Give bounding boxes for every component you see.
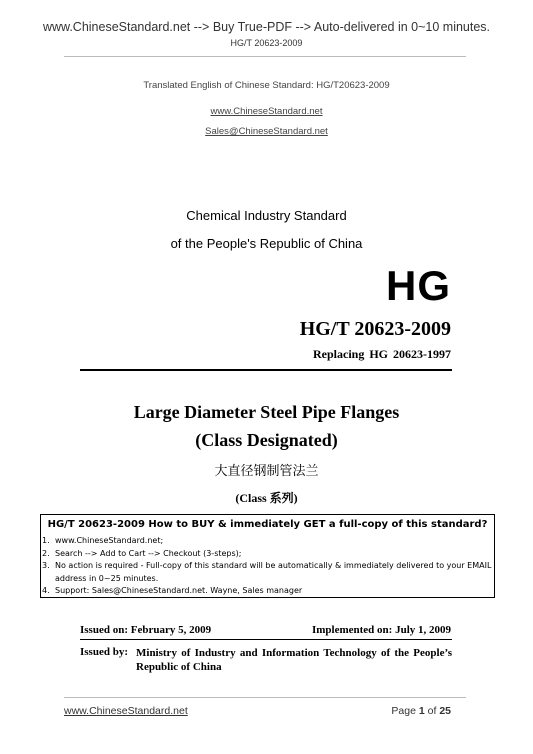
website-link[interactable]: www.ChineseStandard.net (210, 106, 323, 117)
list-item (41, 548, 495, 561)
issued-by-label: Issued by: (80, 646, 128, 658)
translation-note: Translated English of Chinese Standard: HG/T20623-2009 (143, 80, 390, 91)
document-subtitle: (Class Designated) (195, 430, 338, 450)
page-prefix: Page (391, 705, 419, 717)
email-link[interactable]: Sales@ChineseStandard.net (205, 126, 328, 137)
issued-by-value: Ministry of Industry and Information Technology of the People’s Republic of China (136, 647, 452, 673)
purchase-steps-list (41, 535, 495, 598)
header-banner: www.ChineseStandard.net --> Buy True-PDF --> Auto-delivered in 0~10 minutes. (42, 20, 491, 34)
issued-on-date: Issued on: February 5, 2009 (80, 624, 212, 636)
footer-divider (64, 697, 466, 698)
replacing-note: Replacing HG 20623-1997 (313, 347, 451, 361)
page-current: 1 (418, 705, 425, 717)
header-standard-number: HG/T 20623-2009 (230, 38, 303, 48)
list-number: 3. (42, 561, 50, 570)
standard-number: HG/T 20623-2009 (299, 318, 451, 340)
footer-website-link[interactable]: www.ChineseStandard.net (64, 705, 188, 717)
list-number: 4. (42, 586, 50, 595)
implemented-on-date: Implemented on: July 1, 2009 (311, 624, 451, 636)
purchase-box-title: HG/T 20623-2009 How to BUY & immediately GET a full-copy of this standard? (47, 519, 488, 530)
chinese-title: 大直径钢制管法兰 (214, 464, 319, 479)
page-total: 25 (439, 705, 451, 717)
document-title: Large Diameter Steel Pipe Flanges (133, 402, 400, 422)
purchase-info-box (40, 514, 495, 598)
step-text: Search --> Add to Cart --> Checkout (3-steps); (55, 548, 242, 558)
issuer-line-1: Chemical Industry Standard (186, 208, 347, 223)
step-text: No action is required - Full-copy of this standard will be automatically & immediately delivered to your EMAIL address in 0~25 minutes. (55, 561, 492, 583)
title-divider (80, 369, 452, 371)
page-indicator (391, 705, 451, 717)
dates-divider (80, 639, 452, 640)
standard-code: HG (386, 262, 451, 309)
list-item (41, 560, 495, 585)
list-item (41, 585, 495, 598)
list-number: 1. (42, 536, 50, 545)
header-divider (64, 56, 466, 57)
list-item (41, 535, 495, 548)
issuer-line-2: of the People's Republic of China (170, 236, 363, 251)
page-separator: of (424, 705, 440, 717)
step-text: Support: Sales@ChineseStandard.net. Wayne, Sales manager (55, 586, 303, 595)
step-text[interactable]: www.ChineseStandard.net; (55, 536, 164, 545)
list-number: 2. (42, 548, 50, 558)
chinese-class-label: (Class 系列) (235, 491, 298, 505)
